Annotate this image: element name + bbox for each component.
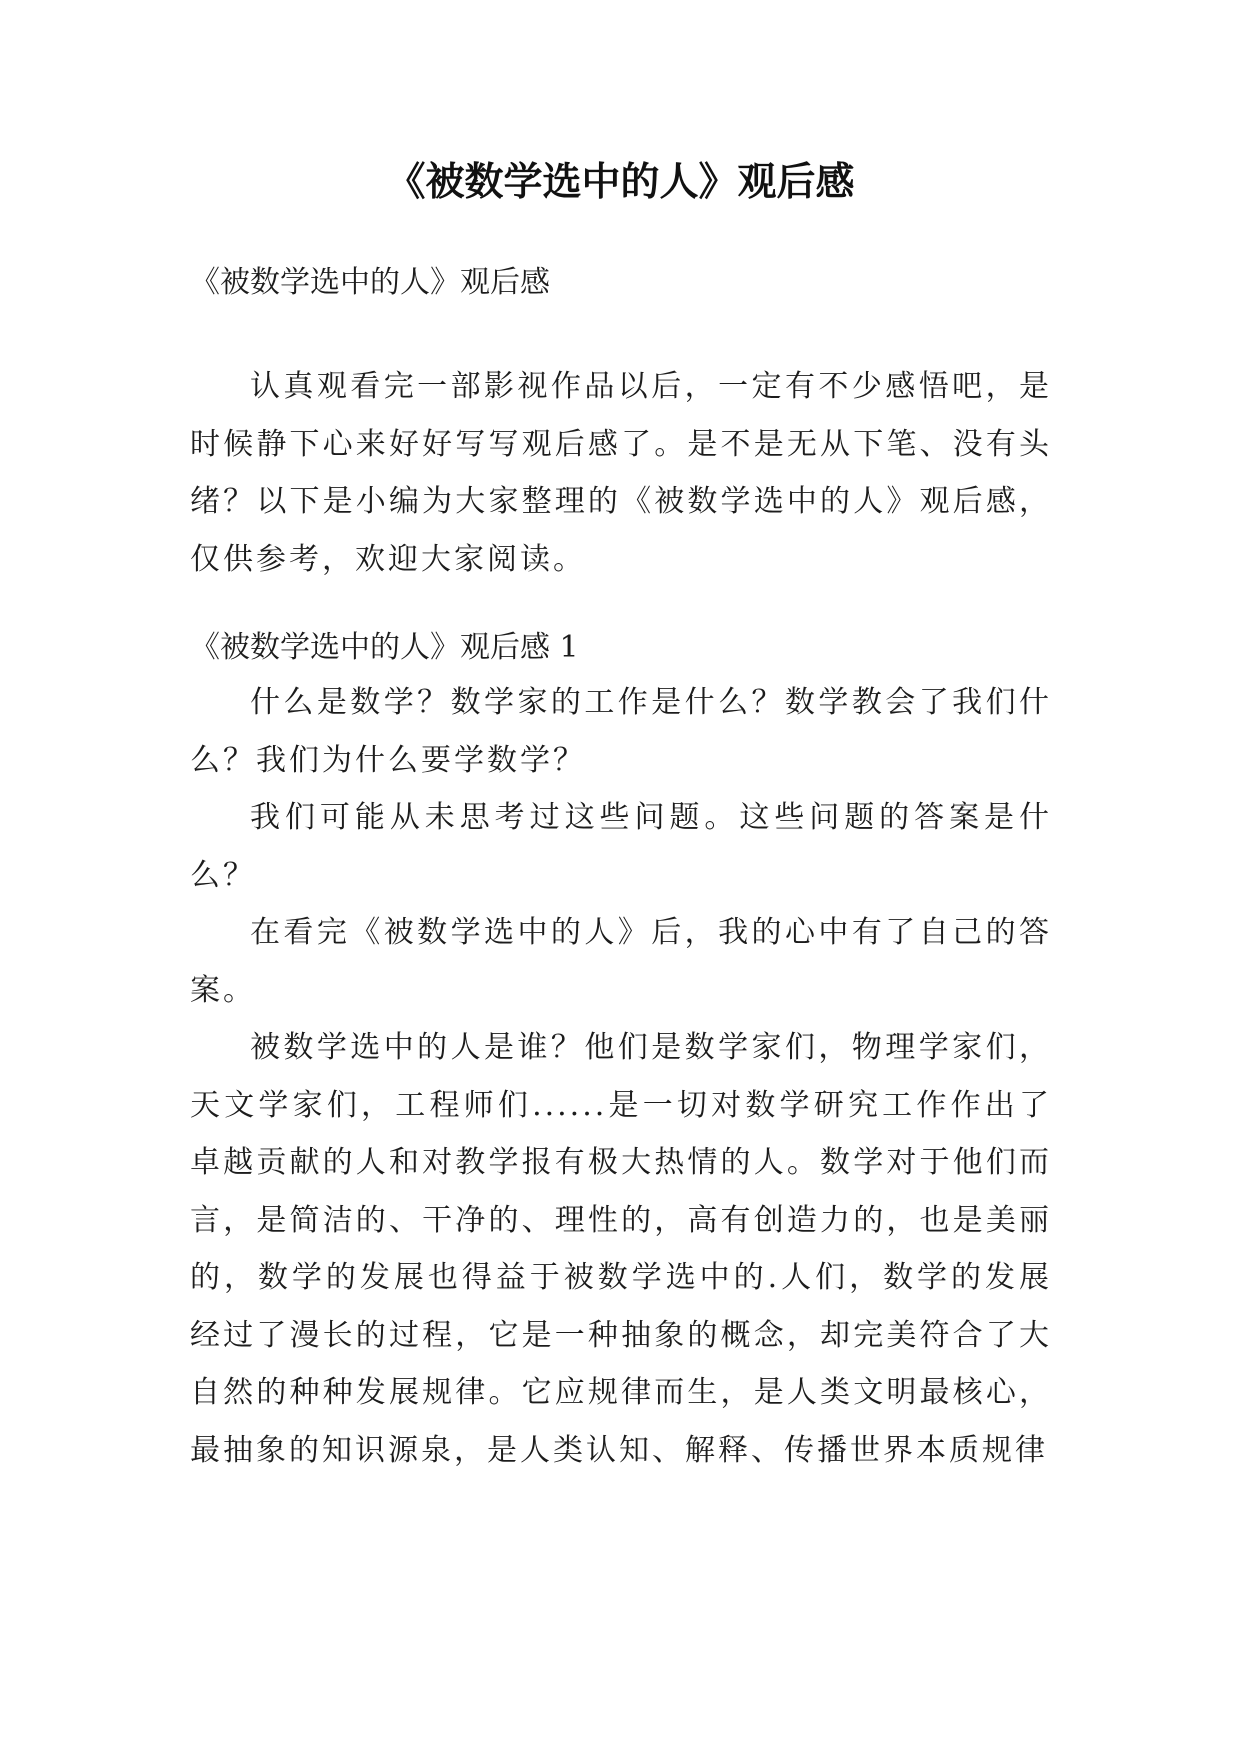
body-paragraph: 被数学选中的人是谁？他们是数学家们，物理学家们，天文学家们，工程师们......是一切对数学研究工作作出了卓越贡献的人和对教学报有极大热情的人。数学对于他们而言，是简洁的、干净的、理性的，高有创造力的，也是美丽的，数学的发展也得益于被数学选中的.人们，数学的发展经过了漫长的过程，它是一种抽象的概念，却完美符合了大自然的种种发展规律。它应规律而生，是人类文明最核心，最抽象的知识源泉，是人类认知、解释、传播世界本质规律 — [190, 1030, 1052, 1468]
body-paragraph: 我们可能从未思考过这些问题。这些问题的答案是什么？ — [190, 800, 1052, 893]
body-paragraph: 什么是数学？数学家的工作是什么？数学教会了我们什么？我们为什么要学数学？ — [190, 685, 1052, 778]
section-1-heading: 《被数学选中的人》观后感 1 — [190, 630, 579, 665]
document-subtitle: 《被数学选中的人》观后感 — [190, 265, 550, 300]
document-title: 《被数学选中的人》观后感 — [386, 160, 855, 205]
intro-paragraph: 认真观看完一部影视作品以后，一定有不少感悟吧，是时候静下心来好好写写观后感了。是不是无从下笔、没有头绪？以下是小编为大家整理的《被数学选中的人》观后感，仅供参考，欢迎大家阅读。 — [190, 369, 1052, 577]
body-paragraph: 在看完《被数学选中的人》后，我的心中有了自己的答案。 — [190, 915, 1052, 1008]
